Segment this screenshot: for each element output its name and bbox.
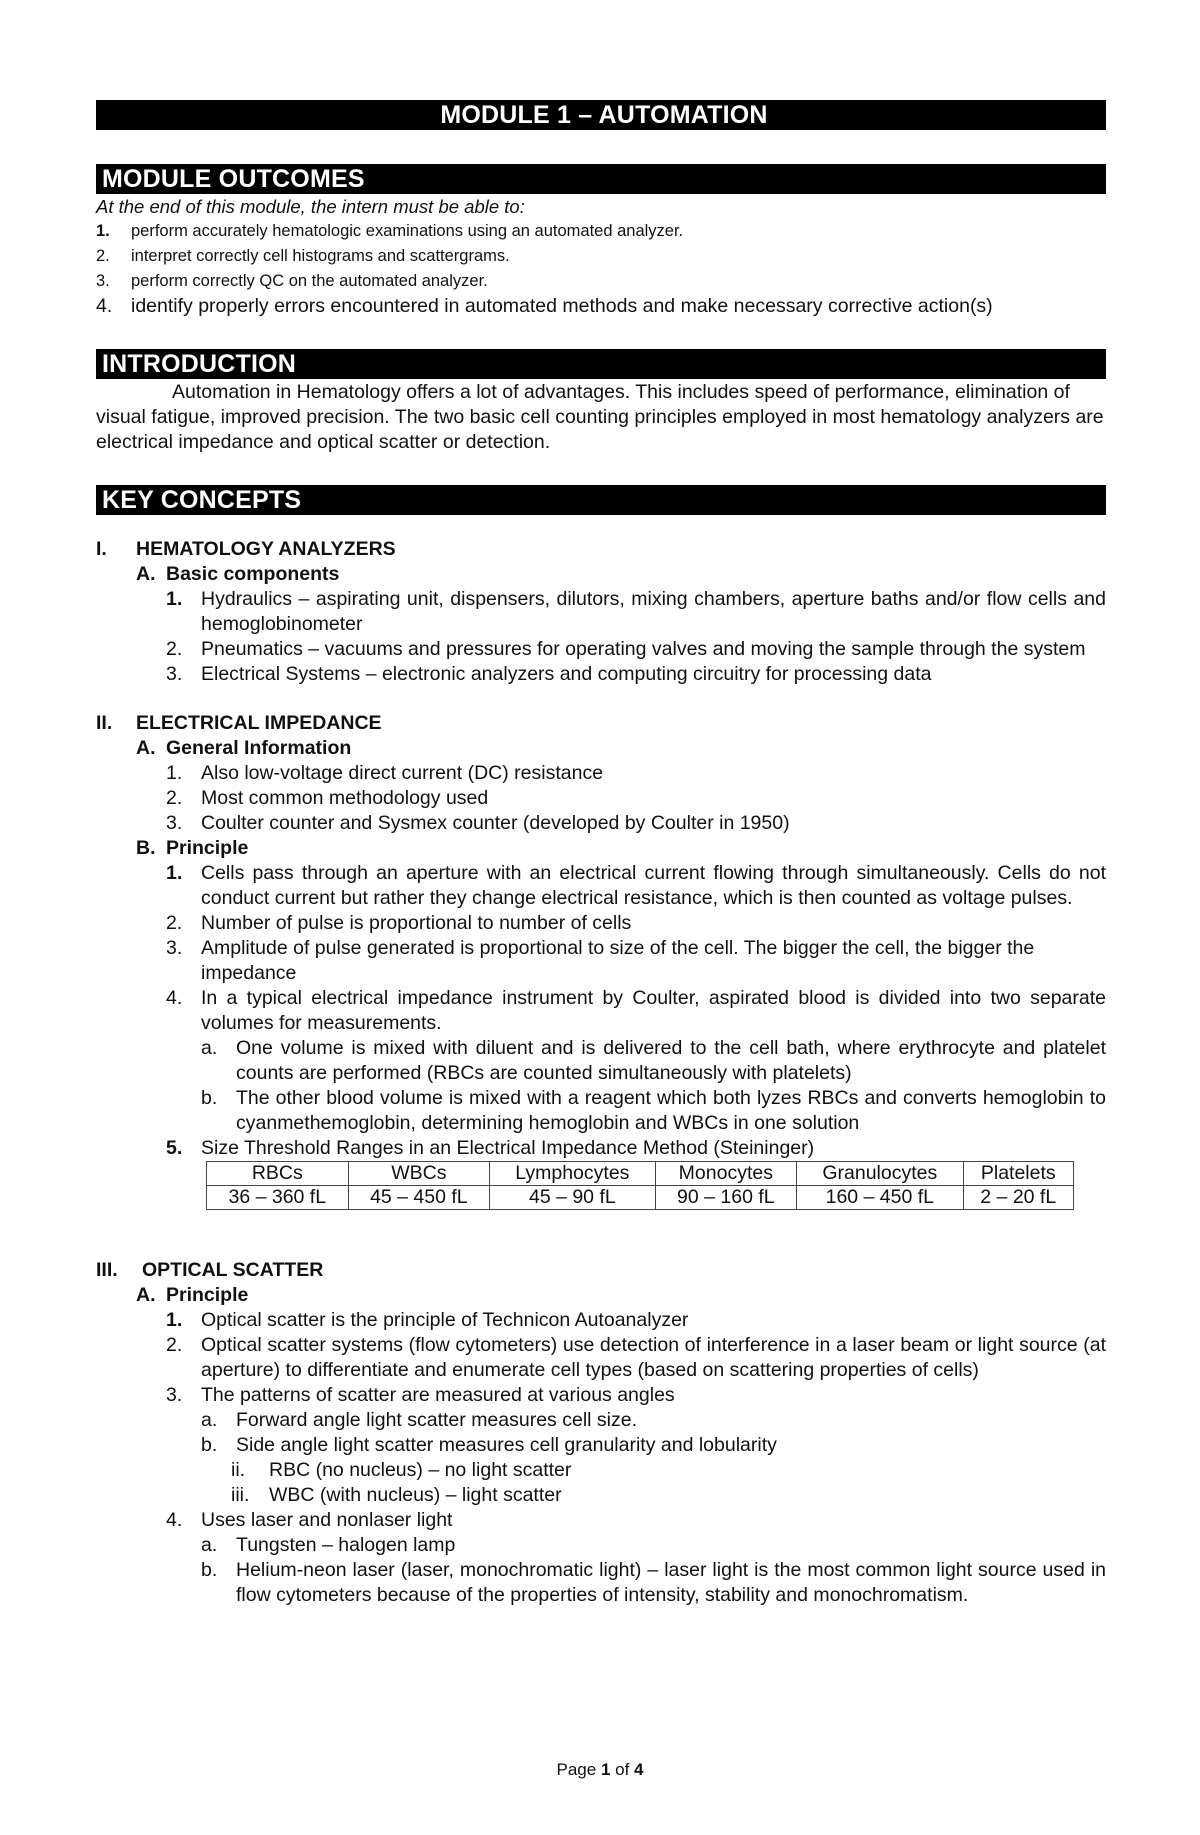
section-heading: I. HEMATOLOGY ANALYZERS <box>96 538 396 560</box>
section-heading: II. ELECTRICAL IMPEDANCE <box>96 712 382 734</box>
list-item: 1. Also low-voltage direct current (DC) resistance <box>166 762 604 784</box>
list-item: 1. Cells pass through an aperture with an electrical current flowing through simultaneously. Cells do not conduct current but rather they change electrical resistance, which is then counted as voltage pulses. <box>166 862 1106 909</box>
list-item: 2. Optical scatter systems (flow cytometers) use detection of interference in a laser beam or light source (at aperture) to differentiate and enumerate cell types (based on scattering properties of cells) <box>166 1334 1106 1381</box>
list-item: 3. The patterns of scatter are measured at various angles <box>166 1384 675 1406</box>
table-cell: 90 – 160 fL <box>655 1186 797 1210</box>
list-item: 1. Hydraulics – aspirating unit, dispensers, dilutors, mixing chambers, aperture baths and/or flow cells and hemoglobinometer <box>166 588 1106 635</box>
sub-list-item: b. Side angle light scatter measures cell granularity and lobularity <box>201 1434 777 1456</box>
subsection-heading: A. Principle <box>136 1284 249 1306</box>
size-threshold-table <box>206 1161 1074 1210</box>
sub-list-item: a. Forward angle light scatter measures cell size. <box>201 1409 637 1431</box>
table-cell: 2 – 20 fL <box>963 1186 1073 1210</box>
sub-list-item: a. Tungsten – halogen lamp <box>201 1534 456 1556</box>
outcome-item: 4. identify properly errors encountered in automated methods and make necessary corrective action(s) <box>96 295 993 317</box>
subsection-heading: A. General Information <box>136 737 352 759</box>
outcomes-intro: At the end of this module, the intern must be able to: <box>96 196 525 217</box>
table-cell: 36 – 360 fL <box>207 1186 349 1210</box>
key-concepts-heading: KEY CONCEPTS <box>96 485 1106 515</box>
table-cell: 45 – 450 fL <box>348 1186 490 1210</box>
page-number: 1 <box>600 1760 611 1779</box>
list-item: 3. Coulter counter and Sysmex counter (developed by Coulter in 1950) <box>166 812 790 834</box>
list-item: 4. Uses laser and nonlaser light <box>166 1509 453 1531</box>
introduction-heading: INTRODUCTION <box>96 349 1106 379</box>
outcome-item: 3. perform correctly QC on the automated analyzer. <box>96 272 488 290</box>
sub-list-item: a. One volume is mixed with diluent and is delivered to the cell bath, where erythrocyte and platelet counts are performed (RBCs are counted simultaneously with platelets) <box>201 1037 1106 1084</box>
list-item: 3. Electrical Systems – electronic analyzers and computing circuitry for processing data <box>166 663 932 685</box>
sub-sub-list-item: iii. WBC (with nucleus) – light scatter <box>231 1484 562 1506</box>
table-header-cell: RBCs <box>207 1162 349 1186</box>
list-item: 2. Pneumatics – vacuums and pressures for operating valves and moving the sample through the system <box>166 638 1086 660</box>
list-item: 4. In a typical electrical impedance instrument by Coulter, aspirated blood is divided into two separate volumes for measurements. <box>166 987 1106 1034</box>
table-header-cell: Monocytes <box>655 1162 797 1186</box>
outcome-item: 2. interpret correctly cell histograms and scattergrams. <box>96 247 510 265</box>
list-item: 2. Number of pulse is proportional to number of cells <box>166 912 632 934</box>
table-header-cell: Platelets <box>963 1162 1073 1186</box>
table-header-cell: Lymphocytes <box>490 1162 655 1186</box>
table-cell: 45 – 90 fL <box>490 1186 655 1210</box>
list-item: 3. Amplitude of pulse generated is proportional to size of the cell. The bigger the cell, the bigger the impedance <box>166 937 1035 984</box>
sub-list-item: b. Helium-neon laser (laser, monochromatic light) – laser light is the most common light source used in flow cytometers because of the properties of intensity, stability and monochromatism. <box>201 1559 1106 1606</box>
sub-list-item: b. The other blood volume is mixed with a reagent which both lyzes RBCs and converts hemoglobin to cyanmethemoglobin, determining hemoglobin and WBCs in one solution <box>201 1087 1106 1134</box>
section-heading: III. OPTICAL SCATTER <box>96 1259 324 1281</box>
page-total: 4 <box>634 1760 644 1779</box>
sub-sub-list-item: ii. RBC (no nucleus) – no light scatter <box>231 1459 572 1481</box>
table-row <box>207 1186 1074 1210</box>
introduction-text: Automation in Hematology offers a lot of advantages. This includes speed of performance, elimination of visual fatigue, improved precision. The two basic cell counting principles employed in most hematology analyzers are electrical impedance and optical scatter or detection. <box>96 381 1104 453</box>
table-header-cell: WBCs <box>348 1162 490 1186</box>
outcome-item: 1. perform accurately hematologic examinations using an automated analyzer. <box>96 222 684 240</box>
outcomes-heading: MODULE OUTCOMES <box>96 164 1106 194</box>
subsection-heading: A. Basic components <box>136 563 340 585</box>
list-item: 2. Most common methodology used <box>166 787 489 809</box>
subsection-heading: B. Principle <box>136 837 249 859</box>
page-footer: Page 1 of 4 <box>556 1760 644 1779</box>
module-title: MODULE 1 – AUTOMATION <box>96 100 1106 130</box>
list-item: 1. Optical scatter is the principle of Technicon Autoanalyzer <box>166 1309 689 1331</box>
list-item: 5. Size Threshold Ranges in an Electrical Impedance Method (Steininger) <box>166 1137 815 1159</box>
table-header-cell: Granulocytes <box>797 1162 963 1186</box>
table-cell: 160 – 450 fL <box>797 1186 963 1210</box>
table-header-row <box>207 1162 1074 1186</box>
document-page <box>96 0 1106 1608</box>
